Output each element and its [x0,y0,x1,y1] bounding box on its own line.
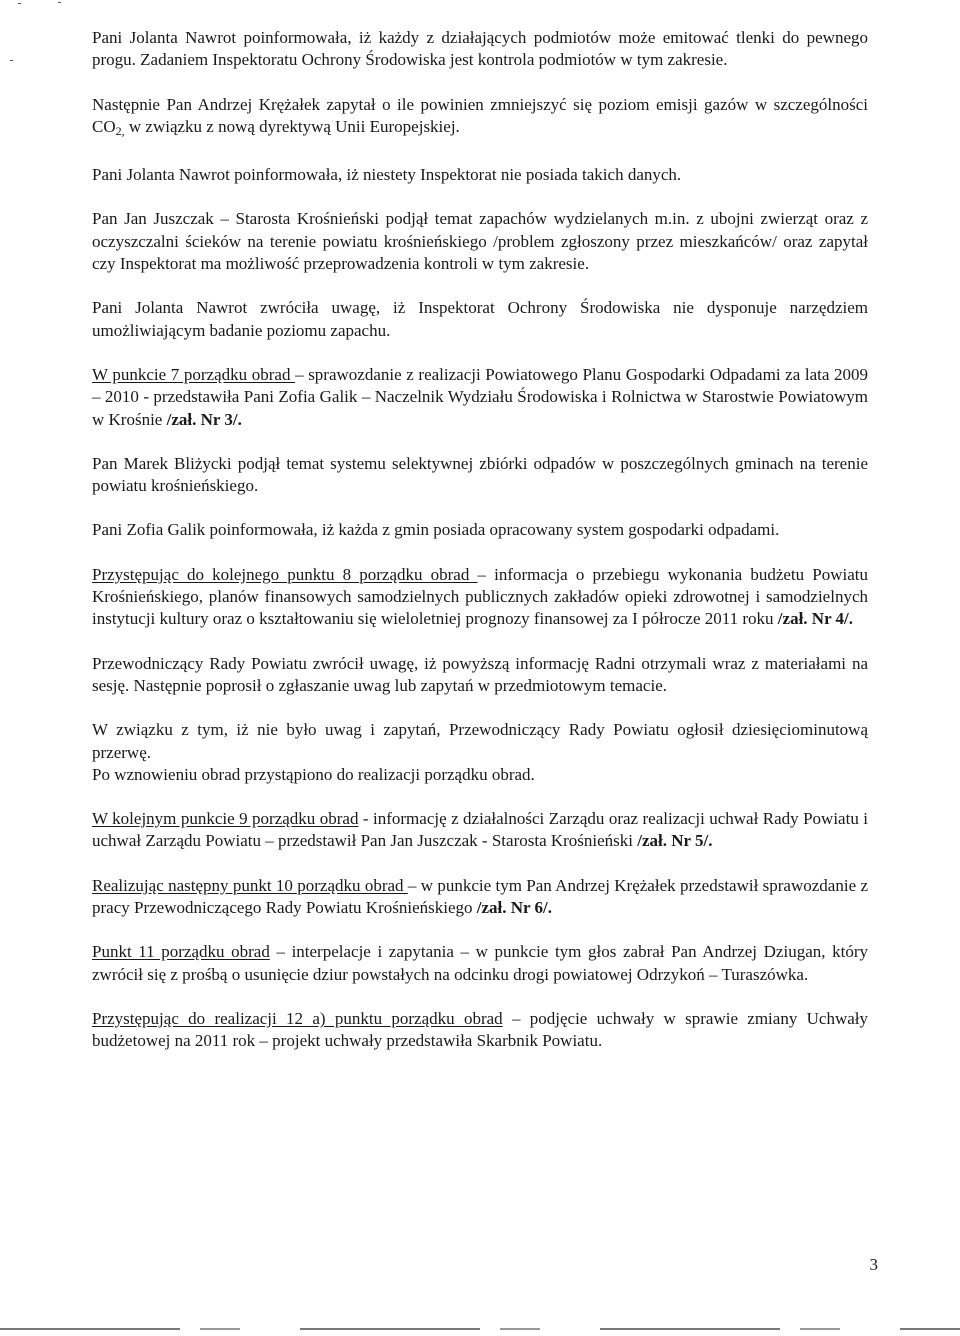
document-body [92,27,868,1053]
agenda-item-8 [92,564,868,631]
agenda-heading: W kolejnym punkcie 9 porządku obrad [92,809,359,829]
agenda-item-12a [92,1008,868,1053]
agenda-item-9 [92,808,868,853]
paragraph: Pan Marek Bliżycki podjął temat systemu selektywnej zbiórki odpadów w poszczególnych gminach na terenie powiatu krośnieńskiego. [92,453,868,496]
paragraph: Pani Zofia Galik poinformowała, iż każda z gmin posiada opracowany system gospodarki odpadami. [92,520,780,540]
paragraph: Pani Jolanta Nawrot poinformowała, iż każdy z działających podmiotów może emitować tlenki do pewnego progu. Zadaniem Inspektoratu Ochrony Środowiska jest kontrola podmiotów w tym zakresie. [92,28,868,70]
scan-speck [18,3,21,4]
scan-speck [58,2,61,3]
paragraph [92,94,868,143]
paragraph: Pan Jan Juszczak – Starosta Krośnieński podjął temat zapachów wydzielanych m.in. z ubojni zwierząt oraz z oczyszczalni ścieków na terenie powiatu krośnieńskiego /problem zgłoszony przez mieszkańców/ oraz zapytał czy Inspektorat ma możliwość przeprowadzenia kontroli w tym zakresie. [92,209,868,274]
paragraph: Przewodniczący Rady Powiatu zwrócił uwagę, iż powyższą informację Radni otrzymali wraz z materiałami na sesję. Następnie poprosił o zgłaszanie uwag lub zapytań w przedmiotowym temacie. [92,653,868,695]
agenda-heading: Przystępując do kolejnego punktu 8 porządku obrad [92,564,478,584]
agenda-item-7 [92,364,868,431]
agenda-item-11 [92,941,868,986]
paragraph-text: w związku z nową dyrektywą Unii Europejskiej. [124,116,460,136]
scan-speck [10,60,13,61]
paragraph-text: – informacja o przebiegu wykonania budżetu Powiatu Krośnieńskiego, planów finansowych samodzielnych publicznych zakładów opieki zdrowotnej i samodzielnych instytucji kultury oraz o kształtowaniu się wieloletniej prognozy finansowej za I półrocze 2011 roku [92,564,869,629]
paragraph-text: Następnie Pan Andrzej Krężałek zapytał o ile powinien zmniejszyć się poziom emisji gazów w szczególności CO [92,94,868,136]
attachment-ref: /zał. Nr 6/. [476,898,552,918]
agenda-item-10 [92,875,868,920]
agenda-heading: Przystępując do realizacji 12 a) punktu porządku obrad [92,1008,503,1028]
agenda-heading: Realizując następny punkt 10 porządku obrad [92,875,408,895]
scan-bottom-edge [0,1328,960,1330]
paragraph: Pani Jolanta Nawrot zwróciła uwagę, iż Inspektorat Ochrony Środowiska nie dysponuje narzędziem umożliwiającym badanie poziomu zapachu. [92,298,868,340]
page-number: 3 [869,1255,878,1274]
paragraph-text: – podjęcie uchwały w sprawie zmiany Uchwały budżetowej na 2011 rok – projekt uchwały przedstawiła Skarbnik Powiatu. [92,1008,868,1051]
attachment-ref: /zał. Nr 3/. [166,409,242,429]
paragraph-text: – w punkcie tym Pan Andrzej Krężałek przedstawił sprawozdanie z pracy Przewodniczącego Rady Powiatu Krośnieńskiego [92,875,868,918]
agenda-heading: Punkt 11 porządku obrad [92,942,270,962]
paragraph-text: – interpelacje i zapytania – w punkcie tym głos zabrał Pan Andrzej Dziugan, który zwrócił się z prośbą o usunięcie dziur powstałych na odcinku drogi powiatowej Odrzykoń – Turaszówka. [92,942,868,984]
attachment-ref: /zał. Nr 5/. [637,831,713,851]
paragraph: W związku z tym, iż nie było uwag i zapytań, Przewodniczący Rady Powiatu ogłosił dziesięciominutową przerwę. [92,720,868,762]
subscript: 2, [115,123,125,138]
paragraph-text: - informację z działalności Zarządu oraz realizacji uchwał Rady Powiatu i uchwał Zarządu Powiatu – przedstawił Pan Jan Juszczak - Starosta Krośnieński [92,809,868,851]
paragraph: Pani Jolanta Nawrot poinformowała, iż niestety Inspektorat nie posiada takich danych. [92,165,682,185]
paragraph-text: – sprawozdanie z realizacji Powiatowego Planu Gospodarki Odpadami za lata 2009 – 2010 - przedstawiła Pani Zofia Galik – Naczelnik Wydziału Środowiska i Rolnictwa w Starostwie Powiatowym w Krośnie [92,364,868,429]
attachment-ref: /zał. Nr 4/. [777,609,854,629]
paragraph: Po wznowieniu obrad przystąpiono do realizacji porządku obrad. [92,764,535,784]
agenda-heading: W punkcie 7 porządku obrad [92,364,296,384]
